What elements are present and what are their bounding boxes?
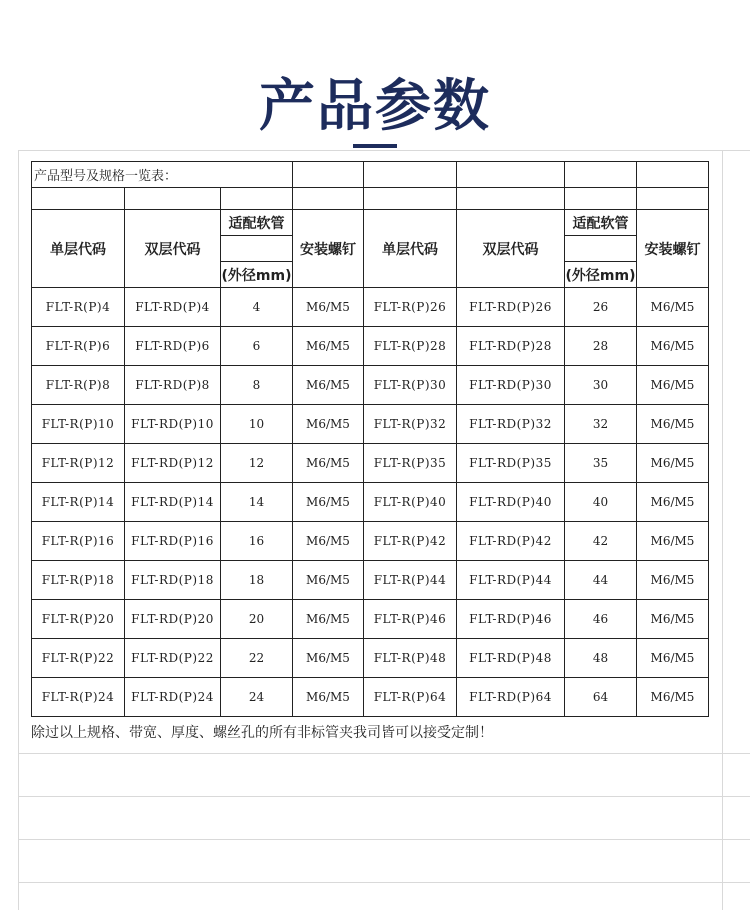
diameter-cell: 42	[565, 522, 637, 561]
screw-cell: M6/M5	[637, 288, 709, 327]
diameter-cell: 20	[221, 600, 293, 639]
table-row	[32, 600, 709, 639]
double-code-cell: FLT-RD(P)35	[457, 444, 565, 483]
header-hose-fit: 适配软管	[221, 210, 293, 236]
screw-cell: M6/M5	[293, 483, 364, 522]
empty-cell	[221, 188, 293, 210]
double-code-cell: FLT-RD(P)4	[125, 288, 221, 327]
empty-cell	[221, 236, 293, 262]
screw-cell: M6/M5	[637, 444, 709, 483]
double-code-cell: FLT-RD(P)20	[125, 600, 221, 639]
table-row	[32, 405, 709, 444]
table-row	[32, 483, 709, 522]
screw-cell: M6/M5	[293, 678, 364, 717]
screw-cell: M6/M5	[637, 561, 709, 600]
table-row	[32, 639, 709, 678]
diameter-cell: 48	[565, 639, 637, 678]
single-code-cell: FLT-R(P)20	[32, 600, 125, 639]
single-code-cell: FLT-R(P)42	[364, 522, 457, 561]
diameter-cell: 44	[565, 561, 637, 600]
diameter-cell: 10	[221, 405, 293, 444]
screw-cell: M6/M5	[293, 444, 364, 483]
double-code-cell: FLT-RD(P)40	[457, 483, 565, 522]
table-row	[32, 522, 709, 561]
single-code-cell: FLT-R(P)24	[32, 678, 125, 717]
double-code-cell: FLT-RD(P)64	[457, 678, 565, 717]
double-code-cell: FLT-RD(P)18	[125, 561, 221, 600]
diameter-cell: 14	[221, 483, 293, 522]
double-code-cell: FLT-RD(P)10	[125, 405, 221, 444]
single-code-cell: FLT-R(P)44	[364, 561, 457, 600]
grid-line	[18, 882, 750, 883]
double-code-cell: FLT-RD(P)28	[457, 327, 565, 366]
screw-cell: M6/M5	[293, 600, 364, 639]
single-code-cell: FLT-R(P)12	[32, 444, 125, 483]
empty-cell	[457, 162, 565, 188]
diameter-cell: 8	[221, 366, 293, 405]
double-code-cell: FLT-RD(P)16	[125, 522, 221, 561]
single-code-cell: FLT-R(P)46	[364, 600, 457, 639]
empty-cell	[364, 162, 457, 188]
single-code-cell: FLT-R(P)10	[32, 405, 125, 444]
header-outer-dia: (外径mm)	[221, 262, 293, 288]
diameter-cell: 40	[565, 483, 637, 522]
single-code-cell: FLT-R(P)4	[32, 288, 125, 327]
spec-table	[31, 161, 709, 717]
double-code-cell: FLT-RD(P)6	[125, 327, 221, 366]
screw-cell: M6/M5	[293, 561, 364, 600]
double-code-cell: FLT-RD(P)26	[457, 288, 565, 327]
screw-cell: M6/M5	[293, 327, 364, 366]
grid-line	[18, 150, 750, 151]
diameter-cell: 30	[565, 366, 637, 405]
double-code-cell: FLT-RD(P)46	[457, 600, 565, 639]
single-code-cell: FLT-R(P)22	[32, 639, 125, 678]
screw-cell: M6/M5	[293, 639, 364, 678]
single-code-cell: FLT-R(P)8	[32, 366, 125, 405]
empty-cell	[637, 162, 709, 188]
screw-cell: M6/M5	[637, 483, 709, 522]
diameter-cell: 22	[221, 639, 293, 678]
diameter-cell: 24	[221, 678, 293, 717]
single-code-cell: FLT-R(P)35	[364, 444, 457, 483]
header-double-code-2: 双层代码	[457, 210, 565, 288]
grid-line	[18, 753, 750, 754]
single-code-cell: FLT-R(P)40	[364, 483, 457, 522]
double-code-cell: FLT-RD(P)48	[457, 639, 565, 678]
table-row	[32, 366, 709, 405]
empty-cell	[565, 188, 637, 210]
diameter-cell: 16	[221, 522, 293, 561]
single-code-cell: FLT-R(P)64	[364, 678, 457, 717]
screw-cell: M6/M5	[637, 405, 709, 444]
empty-cell	[565, 236, 637, 262]
header-screw-2: 安装螺钉	[637, 210, 709, 288]
custom-note: 除过以上规格、带宽、厚度、螺丝孔的所有非标管夹我司皆可以接受定制！	[31, 725, 493, 741]
table-row	[32, 444, 709, 483]
screw-cell: M6/M5	[637, 366, 709, 405]
diameter-cell: 18	[221, 561, 293, 600]
single-code-cell: FLT-R(P)6	[32, 327, 125, 366]
empty-cell	[293, 188, 364, 210]
single-code-cell: FLT-R(P)48	[364, 639, 457, 678]
empty-cell	[293, 162, 364, 188]
empty-cell	[565, 162, 637, 188]
grid-line	[18, 796, 750, 797]
page-title: 产品参数	[259, 74, 491, 139]
double-code-cell: FLT-RD(P)22	[125, 639, 221, 678]
grid-line	[18, 839, 750, 840]
double-code-cell: FLT-RD(P)12	[125, 444, 221, 483]
single-code-cell: FLT-R(P)18	[32, 561, 125, 600]
double-code-cell: FLT-RD(P)42	[457, 522, 565, 561]
diameter-cell: 35	[565, 444, 637, 483]
diameter-cell: 12	[221, 444, 293, 483]
screw-cell: M6/M5	[637, 678, 709, 717]
single-code-cell: FLT-R(P)26	[364, 288, 457, 327]
diameter-cell: 32	[565, 405, 637, 444]
empty-cell	[32, 188, 125, 210]
double-code-cell: FLT-RD(P)30	[457, 366, 565, 405]
single-code-cell: FLT-R(P)16	[32, 522, 125, 561]
screw-cell: M6/M5	[293, 288, 364, 327]
single-code-cell: FLT-R(P)30	[364, 366, 457, 405]
title-underline	[353, 144, 397, 148]
double-code-cell: FLT-RD(P)14	[125, 483, 221, 522]
screw-cell: M6/M5	[293, 405, 364, 444]
diameter-cell: 4	[221, 288, 293, 327]
single-code-cell: FLT-R(P)14	[32, 483, 125, 522]
screw-cell: M6/M5	[293, 366, 364, 405]
table-row	[32, 327, 709, 366]
diameter-cell: 26	[565, 288, 637, 327]
diameter-cell: 6	[221, 327, 293, 366]
table-row	[32, 678, 709, 717]
double-code-cell: FLT-RD(P)24	[125, 678, 221, 717]
empty-cell	[457, 188, 565, 210]
table-row	[32, 288, 709, 327]
header-hose-fit-2: 适配软管	[565, 210, 637, 236]
screw-cell: M6/M5	[637, 327, 709, 366]
screw-cell: M6/M5	[637, 522, 709, 561]
diameter-cell: 46	[565, 600, 637, 639]
double-code-cell: FLT-RD(P)44	[457, 561, 565, 600]
empty-cell	[125, 188, 221, 210]
single-code-cell: FLT-R(P)28	[364, 327, 457, 366]
header-single-code-2: 单层代码	[364, 210, 457, 288]
header-screw: 安装螺钉	[293, 210, 364, 288]
single-code-cell: FLT-R(P)32	[364, 405, 457, 444]
header-double-code: 双层代码	[125, 210, 221, 288]
empty-cell	[637, 188, 709, 210]
double-code-cell: FLT-RD(P)8	[125, 366, 221, 405]
table-caption: 产品型号及规格一览表：	[32, 162, 293, 188]
screw-cell: M6/M5	[293, 522, 364, 561]
diameter-cell: 28	[565, 327, 637, 366]
header-single-code: 单层代码	[32, 210, 125, 288]
table-row	[32, 561, 709, 600]
empty-cell	[364, 188, 457, 210]
screw-cell: M6/M5	[637, 639, 709, 678]
diameter-cell: 64	[565, 678, 637, 717]
screw-cell: M6/M5	[637, 600, 709, 639]
double-code-cell: FLT-RD(P)32	[457, 405, 565, 444]
header-outer-dia-2: (外径mm)	[565, 262, 637, 288]
